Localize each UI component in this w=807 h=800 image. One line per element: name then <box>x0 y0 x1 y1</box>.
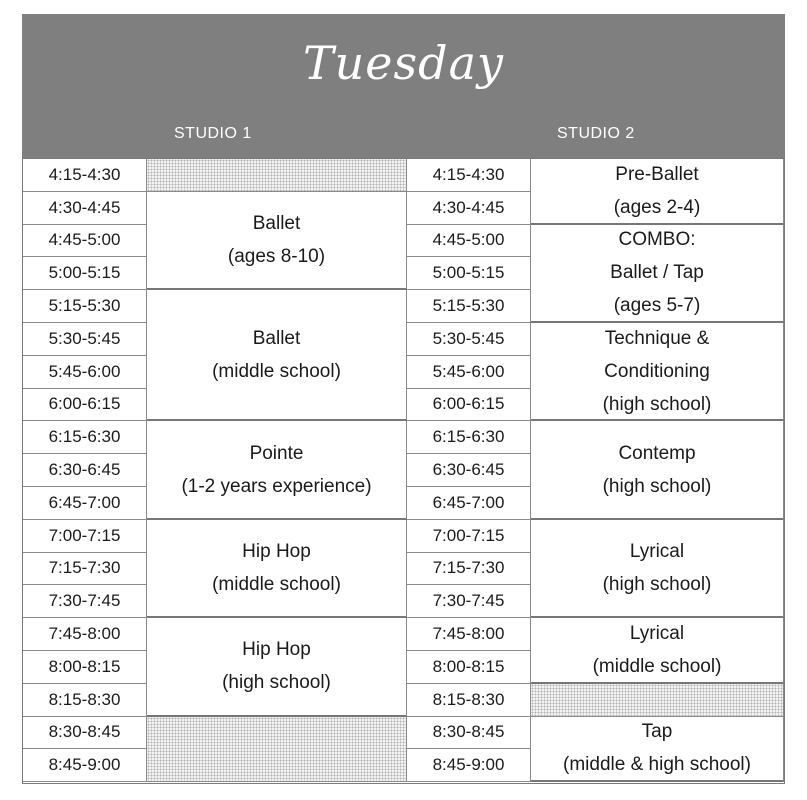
studio-2-time-slot: 5:00-5:15 <box>407 257 531 290</box>
studio-2-heading: STUDIO 2 <box>557 125 635 142</box>
class-detail: (middle school) <box>212 573 341 595</box>
class-name: Contemp <box>618 442 696 464</box>
studio-1-time-slot: 5:00-5:15 <box>23 257 147 290</box>
studio-2-time-slot: 7:15-7:30 <box>407 553 531 586</box>
studio-1-time-slot: 7:15-7:30 <box>23 553 147 586</box>
class-detail: (ages 2-4) <box>613 196 701 218</box>
studio-2-time-slot: 6:45-7:00 <box>407 487 531 520</box>
studio-1-time-slot: 6:45-7:00 <box>23 487 147 520</box>
studio-2-time-slot: 8:45-9:00 <box>407 749 531 782</box>
studio-2-time-slot: 6:30-6:45 <box>407 454 531 487</box>
studio-2-class-block <box>531 717 784 783</box>
class-name: Hip Hop <box>242 639 311 661</box>
class-detail: (ages 5-7) <box>613 295 701 317</box>
class-name: Technique & <box>604 327 710 349</box>
day-title: Tuesday <box>303 36 504 90</box>
class-name-line-2: Conditioning <box>604 360 710 382</box>
studio-1-class-block <box>147 421 407 519</box>
studio-2-time-slot: 5:45-6:00 <box>407 356 531 389</box>
studio-1-time-slot: 4:30-4:45 <box>23 192 147 225</box>
studio-2-time-slot: 6:00-6:15 <box>407 389 531 422</box>
studio-2-time-slot: 8:15-8:30 <box>407 684 531 717</box>
studio-2-time-slot: 7:30-7:45 <box>407 585 531 618</box>
studio-1-heading: STUDIO 1 <box>174 125 252 142</box>
studio-1-time-slot: 6:30-6:45 <box>23 454 147 487</box>
studio-1-time-slot: 8:30-8:45 <box>23 717 147 750</box>
studio-1-time-slot: 8:45-9:00 <box>23 749 147 782</box>
studio-2-time-slot: 8:00-8:15 <box>407 651 531 684</box>
studio-1-time-slot: 6:00-6:15 <box>23 389 147 422</box>
class-detail: (high school) <box>602 573 712 595</box>
studio-2-time-slot: 6:15-6:30 <box>407 421 531 454</box>
class-name: Tap <box>641 721 673 743</box>
class-detail: (1-2 years experience) <box>181 475 372 497</box>
studio-1-time-slot: 8:15-8:30 <box>23 684 147 717</box>
schedule-header <box>22 14 785 158</box>
studio-2-class-block <box>531 520 784 618</box>
studio-1-time-slot: 7:00-7:15 <box>23 520 147 553</box>
studio-2-time-slot: 5:15-5:30 <box>407 290 531 323</box>
studio-2-time-slot: 5:30-5:45 <box>407 323 531 356</box>
schedule-grid <box>22 158 785 784</box>
class-name: Pre-Ballet <box>615 163 699 185</box>
studio-2-class-block <box>531 225 784 323</box>
studio-1-open-slot <box>147 159 407 192</box>
schedule-sheet <box>22 14 785 784</box>
studio-1-time-slot: 5:15-5:30 <box>23 290 147 323</box>
class-name-line-2: Ballet / Tap <box>610 262 704 284</box>
studio-1-open-slot <box>147 717 407 783</box>
class-detail: (middle & high school) <box>563 754 751 776</box>
class-detail: (high school) <box>602 475 712 497</box>
studio-2-time-slot: 7:45-8:00 <box>407 618 531 651</box>
studio-2-time-slot: 4:30-4:45 <box>407 192 531 225</box>
studio-2-class-block <box>531 421 784 519</box>
studio-1-time-slot: 7:45-8:00 <box>23 618 147 651</box>
studio-1-time-slot: 5:30-5:45 <box>23 323 147 356</box>
class-detail: (high school) <box>222 672 331 694</box>
studio-1-class-block <box>147 290 407 421</box>
studio-2-time-slot: 8:30-8:45 <box>407 717 531 750</box>
class-detail: (middle school) <box>212 360 341 382</box>
class-detail: (middle school) <box>592 655 722 677</box>
studio-1-time-slot: 6:15-6:30 <box>23 421 147 454</box>
class-name: Hip Hop <box>242 540 311 562</box>
studio-1-class-block <box>147 520 407 618</box>
studio-2-open-slot <box>531 684 784 717</box>
studio-1-time-slot: 5:45-6:00 <box>23 356 147 389</box>
class-detail: (high school) <box>602 393 712 415</box>
studio-1-time-slot: 8:00-8:15 <box>23 651 147 684</box>
studio-1-class-block <box>147 618 407 716</box>
class-name: Ballet <box>252 212 301 234</box>
class-name: Lyrical <box>629 622 685 644</box>
studio-1-class-block <box>147 192 407 290</box>
studio-1-time-slot: 7:30-7:45 <box>23 585 147 618</box>
class-name: Ballet <box>252 327 301 349</box>
studio-2-class-block <box>531 159 784 225</box>
studio-2-class-block <box>531 323 784 421</box>
class-detail: (ages 8-10) <box>227 245 326 267</box>
studio-2-time-slot: 4:15-4:30 <box>407 159 531 192</box>
class-name: Lyrical <box>629 540 685 562</box>
studio-1-time-slot: 4:45-5:00 <box>23 225 147 258</box>
studio-1-time-slot: 4:15-4:30 <box>23 159 147 192</box>
class-name: Pointe <box>249 442 304 464</box>
studio-2-class-block <box>531 618 784 684</box>
studio-2-time-slot: 7:00-7:15 <box>407 520 531 553</box>
class-name: COMBO: <box>618 229 696 251</box>
studio-2-time-slot: 4:45-5:00 <box>407 225 531 258</box>
